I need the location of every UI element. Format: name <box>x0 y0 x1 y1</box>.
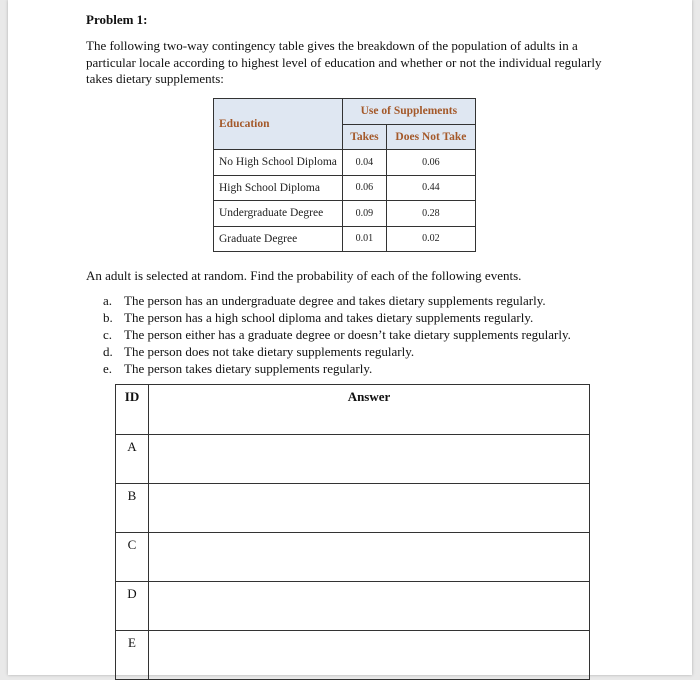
does-not-take-value: 0.06 <box>386 150 475 176</box>
table-row <box>214 201 476 227</box>
answer-cell[interactable] <box>149 582 590 631</box>
list-item <box>103 292 571 309</box>
contingency-table <box>213 98 476 252</box>
row-label: No High School Diploma <box>214 150 343 176</box>
takes-value: 0.04 <box>342 150 386 176</box>
table-row <box>214 175 476 201</box>
list-item <box>103 326 571 343</box>
event-list <box>103 292 571 377</box>
row-label: Graduate Degree <box>214 226 343 252</box>
table-row <box>116 484 590 533</box>
use-header: Use of Supplements <box>342 99 475 125</box>
takes-value: 0.09 <box>342 201 386 227</box>
answer-id: C <box>116 533 149 582</box>
answer-table <box>115 384 590 680</box>
list-item <box>103 309 571 326</box>
education-header: Education <box>214 99 343 150</box>
does-not-take-value: 0.02 <box>386 226 475 252</box>
takes-value: 0.06 <box>342 175 386 201</box>
event-letter: c. <box>103 327 113 342</box>
list-item <box>103 343 571 360</box>
table-row <box>116 533 590 582</box>
event-text: The person either has a graduate degree or doesn’t take dietary supplements regularly. <box>124 327 571 342</box>
event-letter: e. <box>103 361 113 376</box>
table-row <box>116 435 590 484</box>
row-label: Undergraduate Degree <box>214 201 343 227</box>
answer-header: Answer <box>149 385 590 435</box>
event-letter: b. <box>103 310 113 325</box>
table-row <box>214 226 476 252</box>
answer-cell[interactable] <box>149 484 590 533</box>
question-text: An adult is selected at random. Find the probability of each of the following events. <box>86 268 522 283</box>
table-row <box>214 150 476 176</box>
problem-title: Problem 1: <box>86 12 148 27</box>
does-not-take-header: Does Not Take <box>386 124 475 150</box>
row-label: High School Diploma <box>214 175 343 201</box>
takes-header: Takes <box>342 124 386 150</box>
event-text: The person has a high school diploma and takes dietary supplements regularly. <box>124 310 534 325</box>
event-text: The person does not take dietary supplements regularly. <box>124 344 415 359</box>
answer-cell[interactable] <box>149 533 590 582</box>
event-letter: a. <box>103 293 113 308</box>
answer-id: E <box>116 631 149 680</box>
does-not-take-value: 0.28 <box>386 201 475 227</box>
answer-cell[interactable] <box>149 631 590 680</box>
event-text: The person takes dietary supplements regularly. <box>124 361 373 376</box>
does-not-take-value: 0.44 <box>386 175 475 201</box>
table-row <box>116 582 590 631</box>
answer-id: B <box>116 484 149 533</box>
table-row <box>116 631 590 680</box>
answer-cell[interactable] <box>149 435 590 484</box>
takes-value: 0.01 <box>342 226 386 252</box>
document-page <box>8 0 692 675</box>
event-letter: d. <box>103 344 113 359</box>
answer-id: D <box>116 582 149 631</box>
id-header: ID <box>116 385 149 435</box>
event-text: The person has an undergraduate degree and takes dietary supplements regularly. <box>124 293 546 308</box>
list-item <box>103 360 571 377</box>
problem-intro: The following two-way contingency table gives the breakdown of the population of adults in a particular locale according to highest level of education and whether or not the individual regularly takes dietary supplements: <box>86 38 602 86</box>
answer-id: A <box>116 435 149 484</box>
